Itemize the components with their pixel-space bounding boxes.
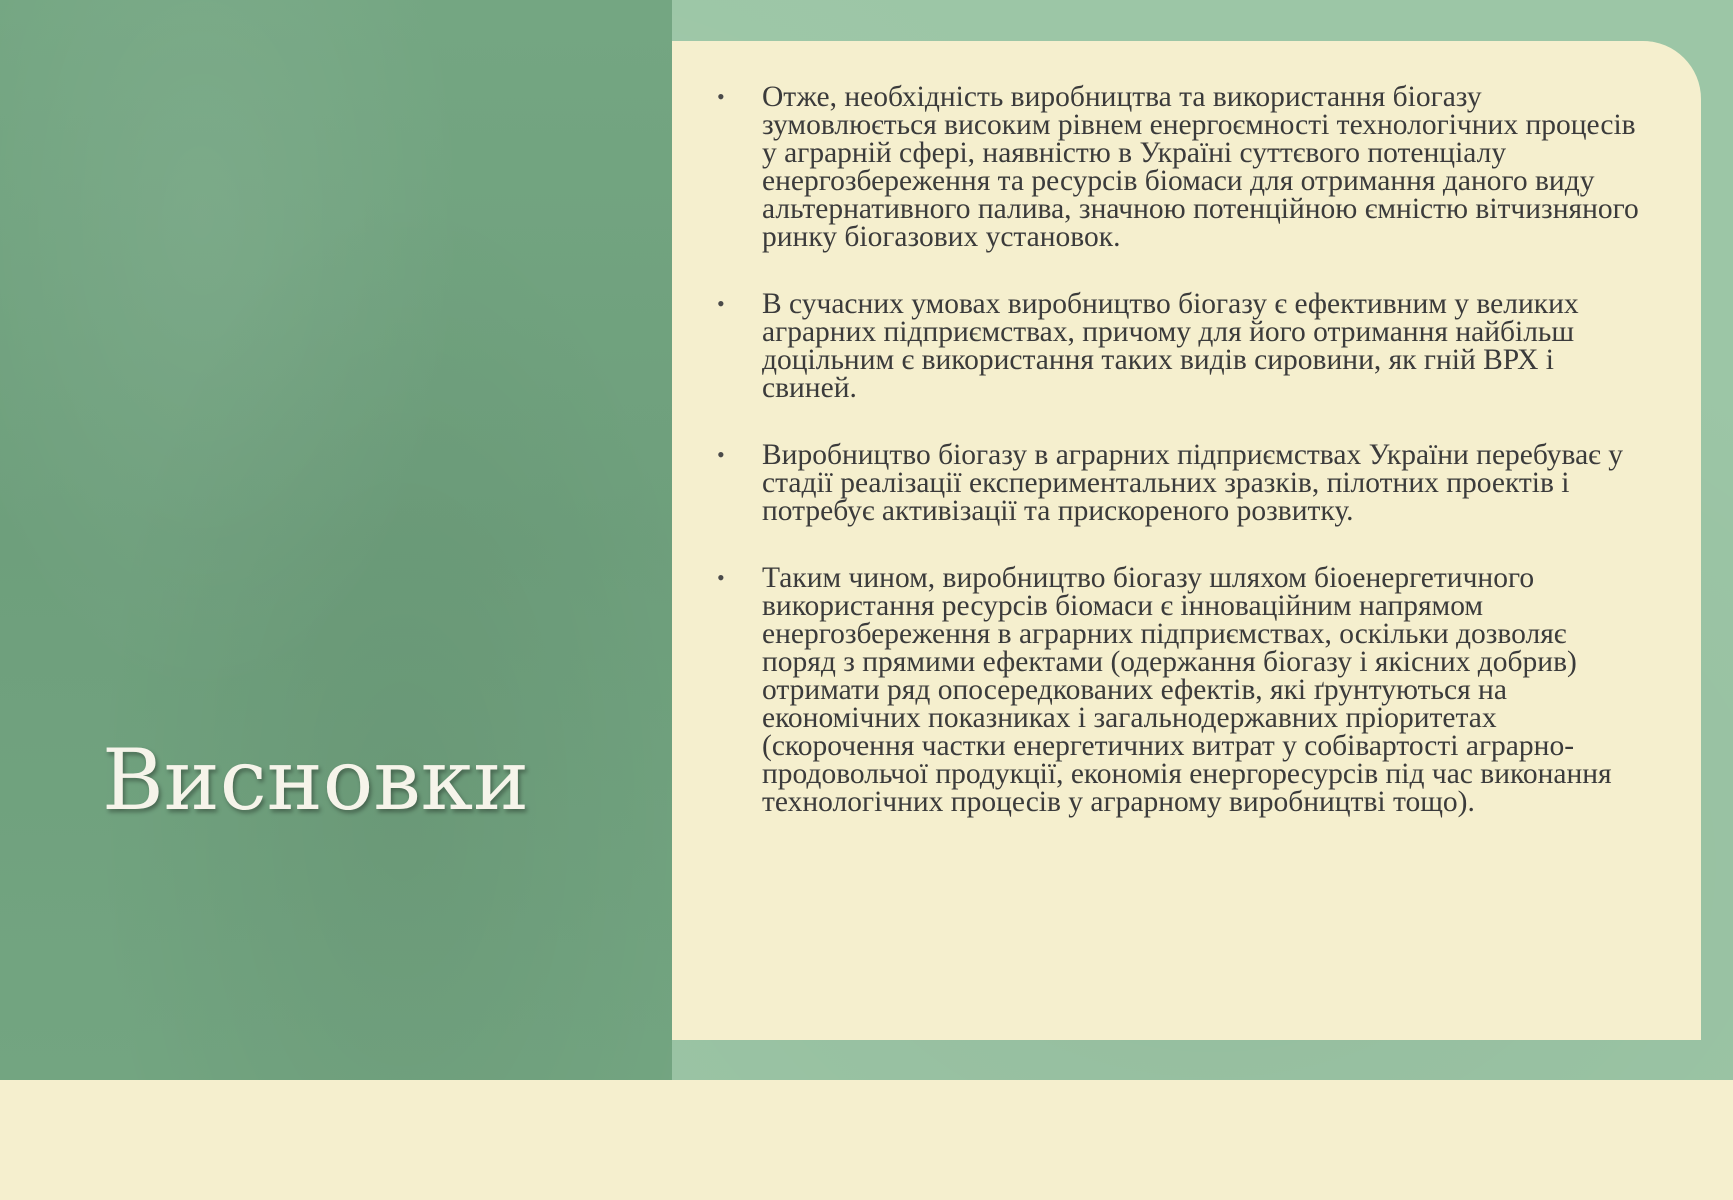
bullet-marker: • [717,442,725,467]
bullet-text: Таким чином, виробництво біогазу шляхом біоенергетичного використання ресурсів біомаси є інноваційним напрямом енергозбереження в аграрних підприємствах, оскільки дозволяє поряд з прямими ефектами (одержання біогазу і якісних добрив) отримати ряд опосередкованих ефектів, які ґрунтуються на економічних показниках і загальнодержавних пріоритетах (скорочення частки енергетичних витрат у собівартості аграрно-продовольчої продукції, економія енергоресурсів під час виконання технологічних процесів у аграрному виробництві тощо). [762,562,1612,818]
bullet-marker: • [717,565,725,590]
slide-title: Висновки [102,731,530,829]
bullet-item [717,441,1641,525]
bullet-text: Отже, необхідність виробництва та використання біогазу зумовлюється високим рівнем енергоємності технологічних процесів у аграрній сфері, наявністю в Україні суттєвого потенціалу енергозбереження та ресурсів біомаси для отримання даного виду альтернативного палива, значною потенційною ємністю вітчизняного ринку біогазових установок. [762,81,1639,253]
bullet-list [717,83,1641,816]
bullet-text: Виробництво біогазу в аграрних підприємствах України перебуває у стадії реалізації експериментальних зразків, пілотних проектів і потребує активізації та прискореного розвитку. [762,439,1623,527]
bullet-text: В сучасних умовах виробництво біогазу є ефективним у великих аграрних підприємствах, причому для його отримання найбільш доцільним є використання таких видів сировини, як гній ВРХ і свиней. [762,288,1579,404]
bullet-item [717,83,1641,251]
bullet-marker: • [717,84,725,109]
bullet-marker: • [717,291,725,316]
bullet-item [717,290,1641,402]
content-panel [672,41,1701,1040]
title-panel [0,0,672,1080]
bullet-item [717,564,1641,816]
